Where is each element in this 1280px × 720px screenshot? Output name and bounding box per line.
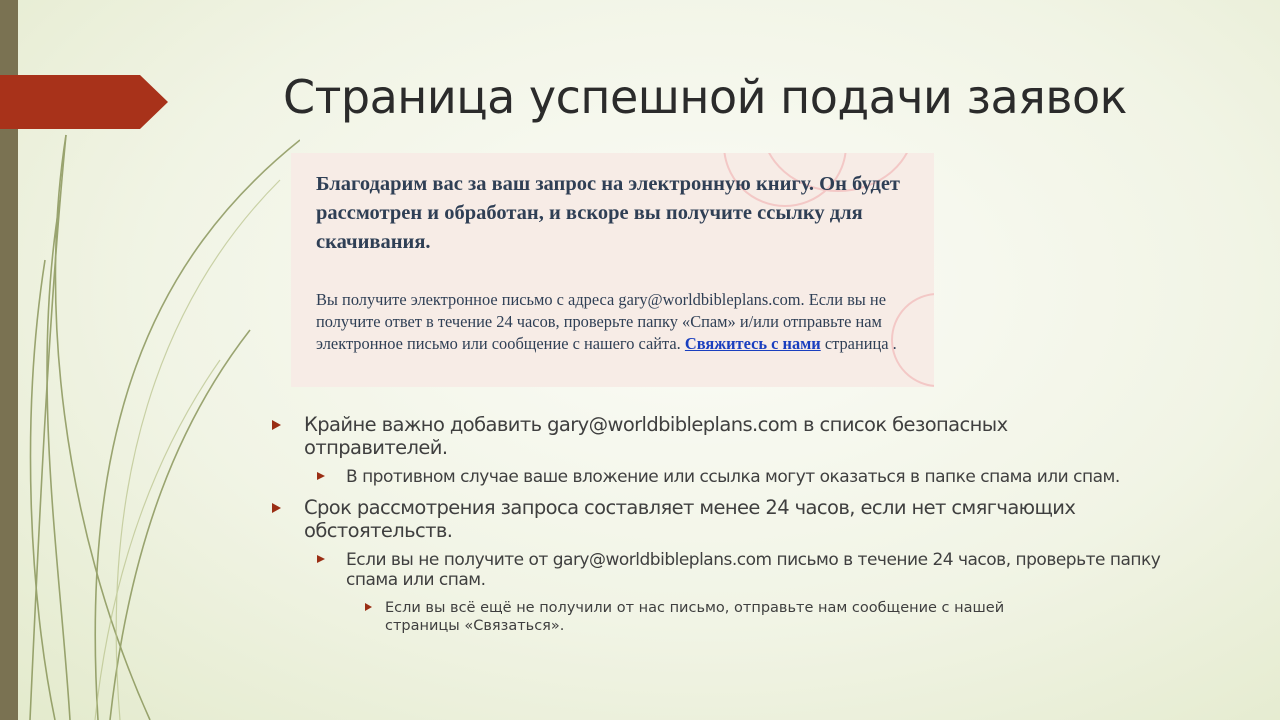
bullet-arrow-icon	[272, 420, 281, 430]
bullet-item	[270, 496, 1170, 542]
bullet-arrow-icon	[317, 555, 325, 563]
bullet-arrow-icon	[365, 603, 372, 611]
confirmation-body-tail: страница .	[820, 334, 897, 353]
sub-sub-bullet-item	[270, 599, 1025, 635]
bullet-text: Крайне важно добавить gary@worldbibleplans.com в список безопасных отправителей.	[304, 413, 1008, 459]
bullet-list	[270, 413, 1170, 635]
confirmation-heading: Благодарим вас за ваш запрос на электронную книгу. Он будет рассмотрен и обработан, и вскоре вы получите ссылку для скачивания.	[316, 173, 900, 253]
bullet-text: Если вы всё ещё не получили от нас письмо, отправьте нам сообщение с нашей страницы «Связаться».	[385, 600, 1005, 634]
sub-bullet-item	[270, 550, 1170, 590]
confirmation-body-text: Вы получите электронное письмо с адреса gary@worldbibleplans.com. Если вы не получите ответ в течение 24 часов, проверьте папку «Спам» и/или отправьте нам электронное письмо или сообщение с нашего сайта.	[316, 290, 886, 353]
bullet-arrow-icon	[317, 472, 325, 480]
contact-us-link[interactable]: Свяжитесь с нами	[684, 334, 821, 353]
confirmation-screenshot	[291, 153, 934, 387]
bullet-text: В противном случае ваше вложение или ссылка могут оказаться в папке спама или спам.	[346, 467, 1120, 487]
confirmation-body	[316, 289, 928, 355]
sub-bullet-item	[270, 467, 1170, 487]
bullet-arrow-icon	[272, 503, 281, 513]
slide-title: Страница успешной подачи заявок	[283, 70, 1127, 124]
bullet-text: Если вы не получите от gary@worldbibleplans.com письмо в течение 24 часов, проверьте папку спама или спам.	[346, 550, 1161, 590]
bullet-text: Срок рассмотрения запроса составляет менее 24 часов, если нет смягчающих обстоятельств.	[304, 496, 1076, 542]
title-arrow-banner	[0, 75, 168, 129]
bullet-item	[270, 413, 1170, 459]
